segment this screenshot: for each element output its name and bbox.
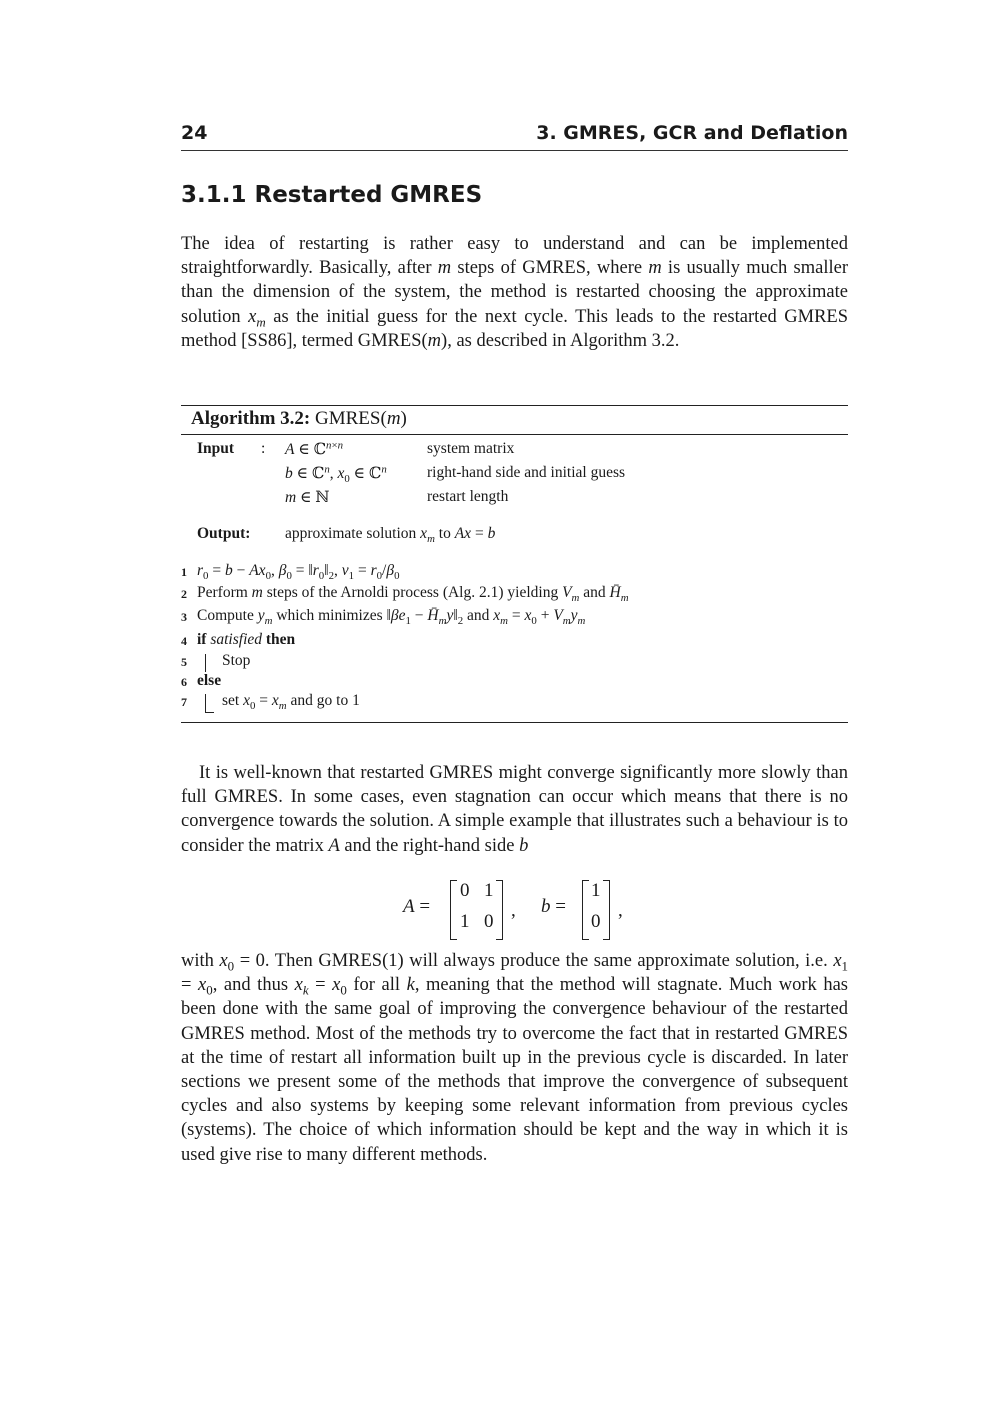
vector-b-1: 1 <box>591 880 601 901</box>
running-header <box>181 122 848 151</box>
matrix-A-right-bracket <box>496 880 503 940</box>
output-label: Output: <box>197 525 251 542</box>
comma-1: , <box>511 900 516 921</box>
caption-rule <box>181 434 848 435</box>
matrix-A-22: 0 <box>484 911 494 932</box>
input-desc-matrix: system matrix <box>427 440 515 457</box>
algorithm-box: Algorithm 3.2: GMRES(m) Input : A ∈ ℂ$^{n\times n}$ system matrix b ∈ ℂ$^n$, $x_0$ ∈ ℂ$^n$ right-hand side and initial guess m ∈ ℕ restart length Output: approximate solution $x_m$ to Ax = b 1 $r_0 = b - Ax_0$, $\beta_0$ = $‖r_0‖_2$, $v_1 = r_0/\beta_0$ 2 Perform m steps of the Arnoldi process (Alg. 2.1) yielding $V_m$ and $H̄_m$ 3 Compute $y_m$ which minimizes $‖\beta e_1$ − $H̄_my‖_2$ and $x_m = x_0 + V_my_m$ 4 if satisfied then 5 Stop 6 else 7 set $x_0 = x_m$ and go to 1 <box>181 405 848 723</box>
matrix-A-label: A = <box>403 896 431 917</box>
input-symbol-restart: m ∈ ℕ <box>285 489 330 506</box>
matrix-A-left-bracket <box>450 880 457 940</box>
output-text: approximate solution $x_m$ to Ax = b <box>285 525 496 545</box>
vector-b-2: 0 <box>591 911 601 932</box>
vector-b-right-bracket <box>603 880 610 940</box>
page-number: 24 <box>181 122 208 144</box>
algorithm-label: Algorithm 3.2: <box>191 408 311 429</box>
input-symbol-rhs: b ∈ ℂ$^n$, $x_0$ ∈ ℂ$^n$ <box>285 463 387 485</box>
conclusion-paragraph: with $x_0 = 0$. Then GMRES(1) will always produce the same approximate solution, i.e. $x_1 = x_0$, and thus $x_k = x_0$ for all k, meaning that the method will stagnate. Much work has been done with the same goal of improving the convergence behaviour of the restarted GMRES method. Most of the methods try to overcome the fact that in restarted GMRES at the time of restart all information built up in the previous cycle is discarded. In later sections we present some of the methods that improve the convergence of subsequent cycles and also systems by keeping some relevant information from previous cycles (systems). The choice of which information should be kept and the way in which it is used give rise to many different methods. <box>181 951 849 1165</box>
input-desc-restart: restart length <box>427 488 509 505</box>
section-title: 3.1.1 Restarted GMRES <box>181 182 483 208</box>
stagnation-paragraph: It is well-known that restarted GMRES might converge significantly more slowly than full GMRES. In some cases, even stagnation can occur which means that there is no convergence towards the solution. A simple example that illustrates such a behaviour is to consider the matrix A and the right-hand side b <box>181 763 848 856</box>
vector-b-label: b = <box>541 896 566 917</box>
matrix-A-21: 1 <box>460 911 470 932</box>
input-symbol-matrix: A ∈ ℂ$^{n\times n}$ <box>285 439 343 458</box>
matrix-A-12: 1 <box>484 880 494 901</box>
vector-b-left-bracket <box>582 880 589 940</box>
algorithm-caption <box>191 408 407 430</box>
matrix-A-11: 0 <box>460 880 470 901</box>
running-title: 3. GMRES, GCR and Deflation <box>536 122 848 144</box>
intro-paragraph: The idea of restarting is rather easy to understand and can be implemented straightforwardly. Basically, after m steps of GMRES, where m is usually much smaller than the dimension of the system, the method is restarted choosing the approximate solution $x_m$ as the initial guess for the next cycle. This leads to the restarted GMRES method [SS86], termed GMRES(m), as described in Algorithm 3.2. <box>181 234 849 351</box>
comma-2: , <box>618 900 623 921</box>
block-bar <box>205 654 206 672</box>
input-desc-rhs: right-hand side and initial guess <box>427 464 626 481</box>
block-end-bar <box>205 694 214 713</box>
input-separator: : <box>261 440 266 457</box>
input-label: Input <box>197 440 235 457</box>
matrix-equation <box>400 878 660 940</box>
algorithm-name: GMRES(m) <box>315 408 407 429</box>
